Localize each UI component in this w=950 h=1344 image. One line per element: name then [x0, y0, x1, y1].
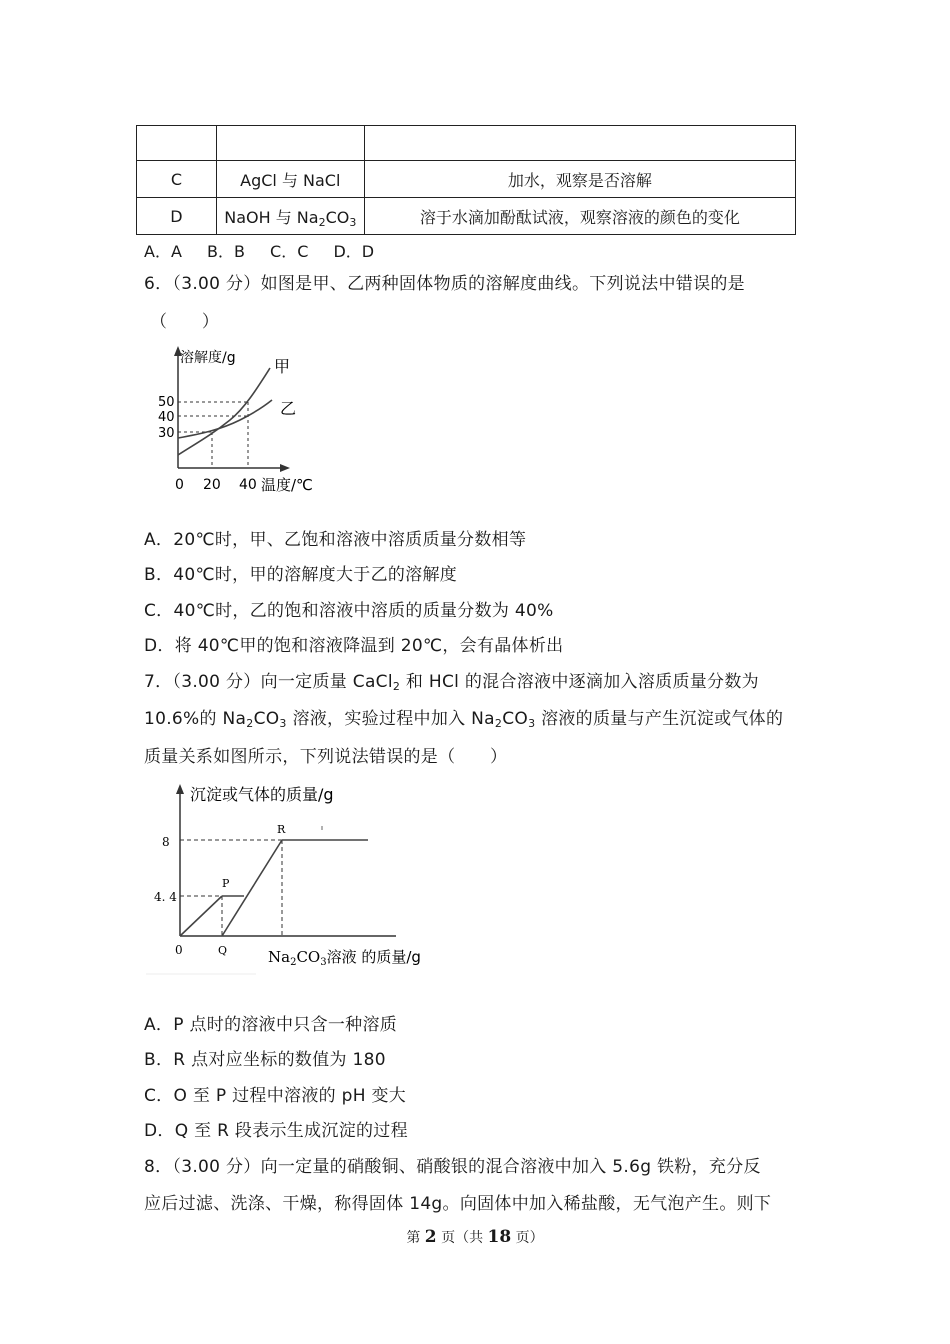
- q8-stem-line1: 8．（3.00 分）向一定量的硝酸铜、硝酸银的混合溶液中加入 5.6g 铁粉，充分反: [144, 1157, 761, 1177]
- table-cell-label: D: [137, 198, 217, 235]
- q7-option-b: B．R 点对应坐标的数值为 180: [144, 1050, 386, 1070]
- origin-label: 0: [175, 477, 184, 493]
- q5-choices: A．A B．B C．C D．D: [144, 242, 375, 261]
- solubility-chart: [140, 342, 340, 502]
- reagent-text: CO: [325, 207, 350, 227]
- q7-stem-line1: [144, 671, 759, 693]
- text: 第: [406, 1230, 425, 1246]
- table-cell-method: 溶于水滴加酚酞试液，观察溶液的颜色的变化: [364, 198, 795, 235]
- y-axis-label: 沉淀或气体的质量/g: [190, 785, 334, 804]
- series-label-yi: 乙: [280, 399, 297, 418]
- point-label-r: R: [277, 823, 286, 836]
- precipitate-chart: [146, 776, 446, 976]
- text: CO: [502, 709, 529, 729]
- table-row: [137, 126, 796, 161]
- q8-stem-line2: 应后过滤、洗涤、干燥，称得固体 14g。向固体中加入稀盐酸，无气泡产生。则下: [144, 1194, 772, 1214]
- subscript: 2: [246, 717, 254, 730]
- table-row: [137, 161, 796, 198]
- subscript: 3: [528, 717, 536, 730]
- precipitate-line-qr: [222, 840, 282, 936]
- q6-bracket: （ ）: [150, 312, 220, 332]
- origin-label: 0: [175, 943, 183, 957]
- subscript: 3: [279, 717, 287, 730]
- y-tick-label: 40: [158, 410, 175, 425]
- y-tick-label: 50: [158, 395, 175, 410]
- page-number: 2: [424, 1227, 437, 1247]
- table-cell-reagent: AgCl 与 NaCl: [216, 161, 364, 198]
- text: 10.6%的 Na: [144, 709, 247, 729]
- y-axis-arrow: [176, 784, 184, 794]
- table-cell-reagent: [216, 198, 364, 235]
- q7-option-d: D．Q 至 R 段表示生成沉淀的过程: [144, 1121, 408, 1141]
- q7-option-c: C．O 至 P 过程中溶液的 pH 变大: [144, 1086, 407, 1106]
- q7-option-a: A．P 点时的溶液中只含一种溶质: [144, 1015, 398, 1035]
- x-axis-arrow: [280, 464, 290, 472]
- q7-stem-line2: [144, 708, 783, 730]
- table-cell: [364, 126, 795, 161]
- y-tick-label: 8: [162, 835, 170, 849]
- y-tick-label: 4. 4: [154, 890, 177, 904]
- x-tick-label: 40: [239, 477, 257, 493]
- q6-option-d: D．将 40℃甲的饱和溶液降温到 20℃，会有晶体析出: [144, 636, 564, 656]
- text: 溶液的质量与产生沉淀或气体的: [535, 709, 784, 729]
- y-axis-label: 溶解度/g: [180, 350, 236, 366]
- text: 溶液 的质量/g: [326, 948, 421, 966]
- text: 和 HCl 的混合溶液中逐滴加入溶质质量分数为: [400, 672, 759, 692]
- text: 页）: [511, 1230, 544, 1246]
- x-tick-label: 20: [203, 477, 221, 493]
- table-cell: [216, 126, 364, 161]
- q6-option-b: B．40℃时，甲的溶解度大于乙的溶解度: [144, 565, 458, 585]
- q7-stem-line3: 质量关系如图所示，下列说法错误的是（ ）: [144, 747, 508, 767]
- options-table: [136, 125, 796, 235]
- page-total: 18: [487, 1227, 512, 1247]
- table-cell: [137, 126, 217, 161]
- text: 页（共: [436, 1230, 488, 1246]
- y-tick-label: 30: [158, 426, 175, 441]
- x-axis-label: 温度/℃: [261, 476, 313, 494]
- series-label-jia: 甲: [274, 357, 291, 376]
- text: 溶液，实验过程中加入 Na: [286, 709, 495, 729]
- reagent-text: NaOH 与 Na: [224, 207, 319, 227]
- subscript: 3: [349, 215, 357, 229]
- table-cell-label: C: [137, 161, 217, 198]
- page-footer: [0, 1227, 950, 1247]
- q6-option-a: A．20℃时，甲、乙饱和溶液中溶质质量分数相等: [144, 530, 527, 550]
- subscript: 3: [320, 957, 327, 968]
- gas-line-op: [180, 896, 222, 936]
- table-cell-method: 加水，观察是否溶解: [364, 161, 795, 198]
- text: CO: [296, 948, 321, 966]
- text: CO: [253, 709, 280, 729]
- table-row: [137, 198, 796, 235]
- text: Na: [268, 948, 291, 966]
- subscript: 2: [318, 215, 326, 229]
- subscript: 2: [392, 680, 401, 693]
- point-label-q: Q: [218, 944, 228, 957]
- text: 7．（3.00 分）向一定质量 CaCl: [144, 672, 393, 692]
- x-axis-label: [268, 948, 421, 968]
- q6-option-c: C．40℃时，乙的饱和溶液中溶质的质量分数为 40%: [144, 601, 554, 621]
- point-label-p: P: [222, 877, 230, 890]
- subscript: 2: [290, 957, 297, 968]
- q6-stem: 6．（3.00 分）如图是甲、乙两种固体物质的溶解度曲线。下列说法中错误的是: [144, 274, 745, 294]
- subscript: 2: [494, 717, 503, 730]
